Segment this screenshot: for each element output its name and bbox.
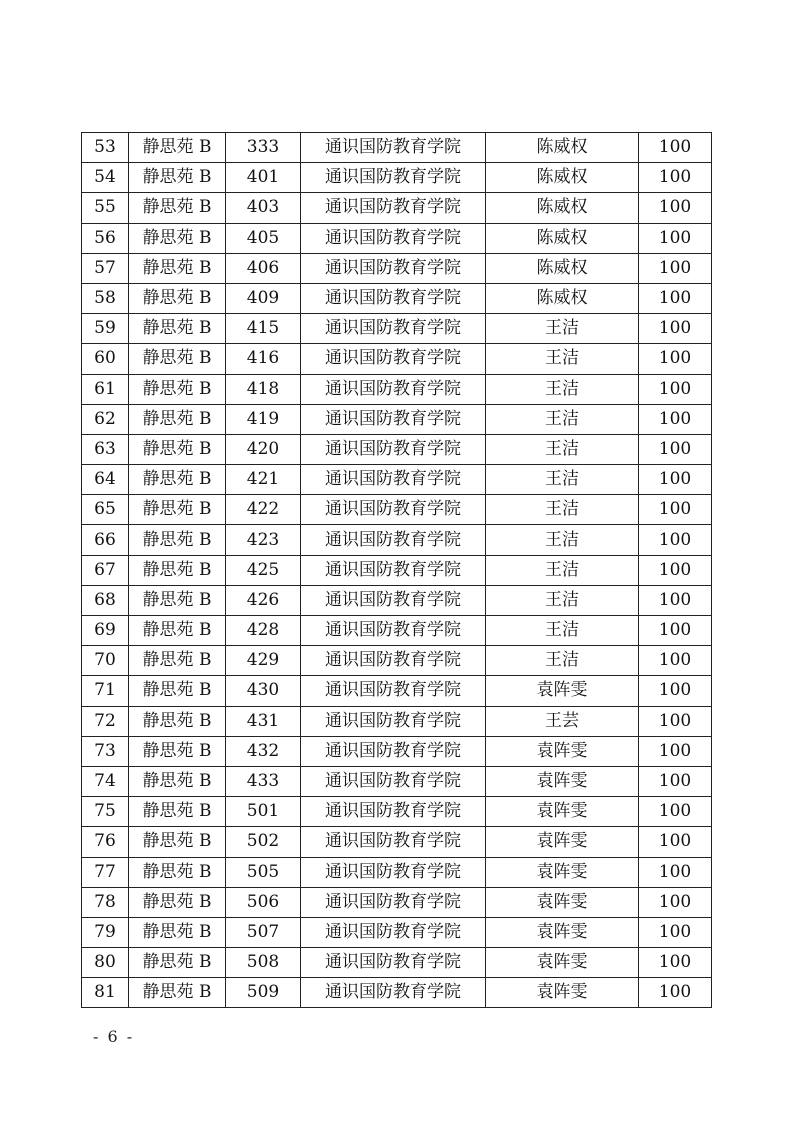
room-number-cell: 421 [226,465,301,495]
page-number: - 6 - [93,1027,135,1046]
responsible-person-cell: 王洁 [486,495,639,525]
score-cell: 100 [639,193,712,223]
room-number-cell: 430 [226,676,301,706]
responsible-person-cell: 陈威权 [486,283,639,313]
college-cell: 通识国防教育学院 [301,827,486,857]
responsible-person-cell: 袁阵雯 [486,917,639,947]
building-cell: 静思苑 B [129,917,226,947]
row-index-cell: 61 [82,374,129,404]
row-index-cell: 60 [82,344,129,374]
score-cell: 100 [639,646,712,676]
table-row [82,465,712,495]
college-cell: 通识国防教育学院 [301,857,486,887]
row-index-cell: 75 [82,797,129,827]
responsible-person-cell: 袁阵雯 [486,797,639,827]
college-cell: 通识国防教育学院 [301,253,486,283]
room-number-cell: 502 [226,827,301,857]
room-number-cell: 403 [226,193,301,223]
room-number-cell: 431 [226,706,301,736]
room-number-cell: 429 [226,646,301,676]
score-cell: 100 [639,857,712,887]
room-number-cell: 333 [226,133,301,163]
room-number-cell: 405 [226,223,301,253]
row-index-cell: 57 [82,253,129,283]
college-cell: 通识国防教育学院 [301,555,486,585]
college-cell: 通识国防教育学院 [301,948,486,978]
table-row [82,676,712,706]
score-cell: 100 [639,374,712,404]
table-row [82,133,712,163]
college-cell: 通识国防教育学院 [301,676,486,706]
row-index-cell: 67 [82,555,129,585]
college-cell: 通识国防教育学院 [301,133,486,163]
building-cell: 静思苑 B [129,163,226,193]
room-number-cell: 507 [226,917,301,947]
college-cell: 通识国防教育学院 [301,616,486,646]
row-index-cell: 81 [82,978,129,1008]
responsible-person-cell: 陈威权 [486,133,639,163]
college-cell: 通识国防教育学院 [301,374,486,404]
building-cell: 静思苑 B [129,314,226,344]
room-number-cell: 506 [226,887,301,917]
building-cell: 静思苑 B [129,676,226,706]
score-cell: 100 [639,314,712,344]
college-cell: 通识国防教育学院 [301,465,486,495]
table-row [82,193,712,223]
college-cell: 通识国防教育学院 [301,736,486,766]
college-cell: 通识国防教育学院 [301,646,486,676]
row-index-cell: 76 [82,827,129,857]
room-number-cell: 433 [226,766,301,796]
responsible-person-cell: 王洁 [486,585,639,615]
score-cell: 100 [639,283,712,313]
score-cell: 100 [639,736,712,766]
college-cell: 通识国防教育学院 [301,283,486,313]
table-row [82,374,712,404]
college-cell: 通识国防教育学院 [301,585,486,615]
building-cell: 静思苑 B [129,766,226,796]
score-cell: 100 [639,434,712,464]
score-cell: 100 [639,676,712,706]
table-row [82,163,712,193]
building-cell: 静思苑 B [129,223,226,253]
building-cell: 静思苑 B [129,585,226,615]
building-cell: 静思苑 B [129,404,226,434]
college-cell: 通识国防教育学院 [301,193,486,223]
building-cell: 静思苑 B [129,374,226,404]
row-index-cell: 56 [82,223,129,253]
college-cell: 通识国防教育学院 [301,978,486,1008]
dormitory-score-table [81,132,712,1008]
responsible-person-cell: 袁阵雯 [486,978,639,1008]
responsible-person-cell: 陈威权 [486,223,639,253]
college-cell: 通识国防教育学院 [301,917,486,947]
row-index-cell: 80 [82,948,129,978]
row-index-cell: 79 [82,917,129,947]
row-index-cell: 54 [82,163,129,193]
score-cell: 100 [639,133,712,163]
college-cell: 通识国防教育学院 [301,797,486,827]
table-row [82,283,712,313]
responsible-person-cell: 袁阵雯 [486,857,639,887]
table-row [82,948,712,978]
score-cell: 100 [639,404,712,434]
college-cell: 通识国防教育学院 [301,706,486,736]
responsible-person-cell: 王洁 [486,465,639,495]
score-cell: 100 [639,525,712,555]
score-cell: 100 [639,827,712,857]
room-number-cell: 428 [226,616,301,646]
table-row [82,917,712,947]
row-index-cell: 71 [82,676,129,706]
college-cell: 通识国防教育学院 [301,525,486,555]
responsible-person-cell: 王洁 [486,525,639,555]
building-cell: 静思苑 B [129,283,226,313]
table-row [82,978,712,1008]
building-cell: 静思苑 B [129,827,226,857]
room-number-cell: 508 [226,948,301,978]
responsible-person-cell: 王洁 [486,314,639,344]
table-row [82,646,712,676]
table-row [82,525,712,555]
building-cell: 静思苑 B [129,193,226,223]
room-number-cell: 509 [226,978,301,1008]
responsible-person-cell: 袁阵雯 [486,676,639,706]
building-cell: 静思苑 B [129,344,226,374]
college-cell: 通识国防教育学院 [301,163,486,193]
responsible-person-cell: 王洁 [486,404,639,434]
score-cell: 100 [639,163,712,193]
score-cell: 100 [639,887,712,917]
building-cell: 静思苑 B [129,555,226,585]
score-cell: 100 [639,706,712,736]
room-number-cell: 418 [226,374,301,404]
building-cell: 静思苑 B [129,253,226,283]
table-row [82,585,712,615]
row-index-cell: 70 [82,646,129,676]
room-number-cell: 401 [226,163,301,193]
room-number-cell: 423 [226,525,301,555]
responsible-person-cell: 袁阵雯 [486,887,639,917]
row-index-cell: 65 [82,495,129,525]
table-row [82,736,712,766]
building-cell: 静思苑 B [129,646,226,676]
building-cell: 静思苑 B [129,857,226,887]
room-number-cell: 406 [226,253,301,283]
table-row [82,253,712,283]
responsible-person-cell: 王芸 [486,706,639,736]
responsible-person-cell: 袁阵雯 [486,948,639,978]
college-cell: 通识国防教育学院 [301,887,486,917]
building-cell: 静思苑 B [129,706,226,736]
college-cell: 通识国防教育学院 [301,495,486,525]
room-number-cell: 409 [226,283,301,313]
table-row [82,223,712,253]
row-index-cell: 62 [82,404,129,434]
building-cell: 静思苑 B [129,495,226,525]
row-index-cell: 64 [82,465,129,495]
score-cell: 100 [639,253,712,283]
responsible-person-cell: 陈威权 [486,193,639,223]
room-number-cell: 432 [226,736,301,766]
table-row [82,887,712,917]
room-number-cell: 426 [226,585,301,615]
college-cell: 通识国防教育学院 [301,404,486,434]
building-cell: 静思苑 B [129,978,226,1008]
table-row [82,857,712,887]
college-cell: 通识国防教育学院 [301,766,486,796]
room-number-cell: 425 [226,555,301,585]
responsible-person-cell: 袁阵雯 [486,766,639,796]
score-cell: 100 [639,555,712,585]
table-row [82,766,712,796]
score-cell: 100 [639,948,712,978]
college-cell: 通识国防教育学院 [301,314,486,344]
responsible-person-cell: 王洁 [486,344,639,374]
row-index-cell: 74 [82,766,129,796]
row-index-cell: 69 [82,616,129,646]
building-cell: 静思苑 B [129,948,226,978]
row-index-cell: 77 [82,857,129,887]
responsible-person-cell: 王洁 [486,646,639,676]
table-row [82,434,712,464]
row-index-cell: 58 [82,283,129,313]
building-cell: 静思苑 B [129,736,226,766]
building-cell: 静思苑 B [129,797,226,827]
college-cell: 通识国防教育学院 [301,344,486,374]
building-cell: 静思苑 B [129,133,226,163]
row-index-cell: 59 [82,314,129,344]
responsible-person-cell: 王洁 [486,616,639,646]
row-index-cell: 73 [82,736,129,766]
score-cell: 100 [639,495,712,525]
building-cell: 静思苑 B [129,525,226,555]
room-number-cell: 422 [226,495,301,525]
score-cell: 100 [639,585,712,615]
responsible-person-cell: 王洁 [486,434,639,464]
building-cell: 静思苑 B [129,887,226,917]
score-cell: 100 [639,917,712,947]
table-body [82,133,712,1008]
table-row [82,706,712,736]
row-index-cell: 72 [82,706,129,736]
responsible-person-cell: 袁阵雯 [486,827,639,857]
room-number-cell: 420 [226,434,301,464]
score-cell: 100 [639,797,712,827]
score-cell: 100 [639,344,712,374]
score-cell: 100 [639,978,712,1008]
responsible-person-cell: 王洁 [486,374,639,404]
room-number-cell: 505 [226,857,301,887]
building-cell: 静思苑 B [129,434,226,464]
table-row [82,314,712,344]
row-index-cell: 78 [82,887,129,917]
responsible-person-cell: 王洁 [486,555,639,585]
responsible-person-cell: 袁阵雯 [486,736,639,766]
table-row [82,616,712,646]
row-index-cell: 68 [82,585,129,615]
row-index-cell: 63 [82,434,129,464]
table-row [82,797,712,827]
table-row [82,555,712,585]
table-row [82,344,712,374]
college-cell: 通识国防教育学院 [301,223,486,253]
room-number-cell: 415 [226,314,301,344]
room-number-cell: 416 [226,344,301,374]
row-index-cell: 55 [82,193,129,223]
table-row [82,495,712,525]
building-cell: 静思苑 B [129,465,226,495]
table-row [82,404,712,434]
room-number-cell: 501 [226,797,301,827]
college-cell: 通识国防教育学院 [301,434,486,464]
responsible-person-cell: 陈威权 [486,163,639,193]
row-index-cell: 53 [82,133,129,163]
row-index-cell: 66 [82,525,129,555]
room-number-cell: 419 [226,404,301,434]
score-cell: 100 [639,766,712,796]
score-cell: 100 [639,223,712,253]
table-row [82,827,712,857]
responsible-person-cell: 陈威权 [486,253,639,283]
score-cell: 100 [639,616,712,646]
dormitory-score-table-container [81,132,712,1008]
score-cell: 100 [639,465,712,495]
building-cell: 静思苑 B [129,616,226,646]
